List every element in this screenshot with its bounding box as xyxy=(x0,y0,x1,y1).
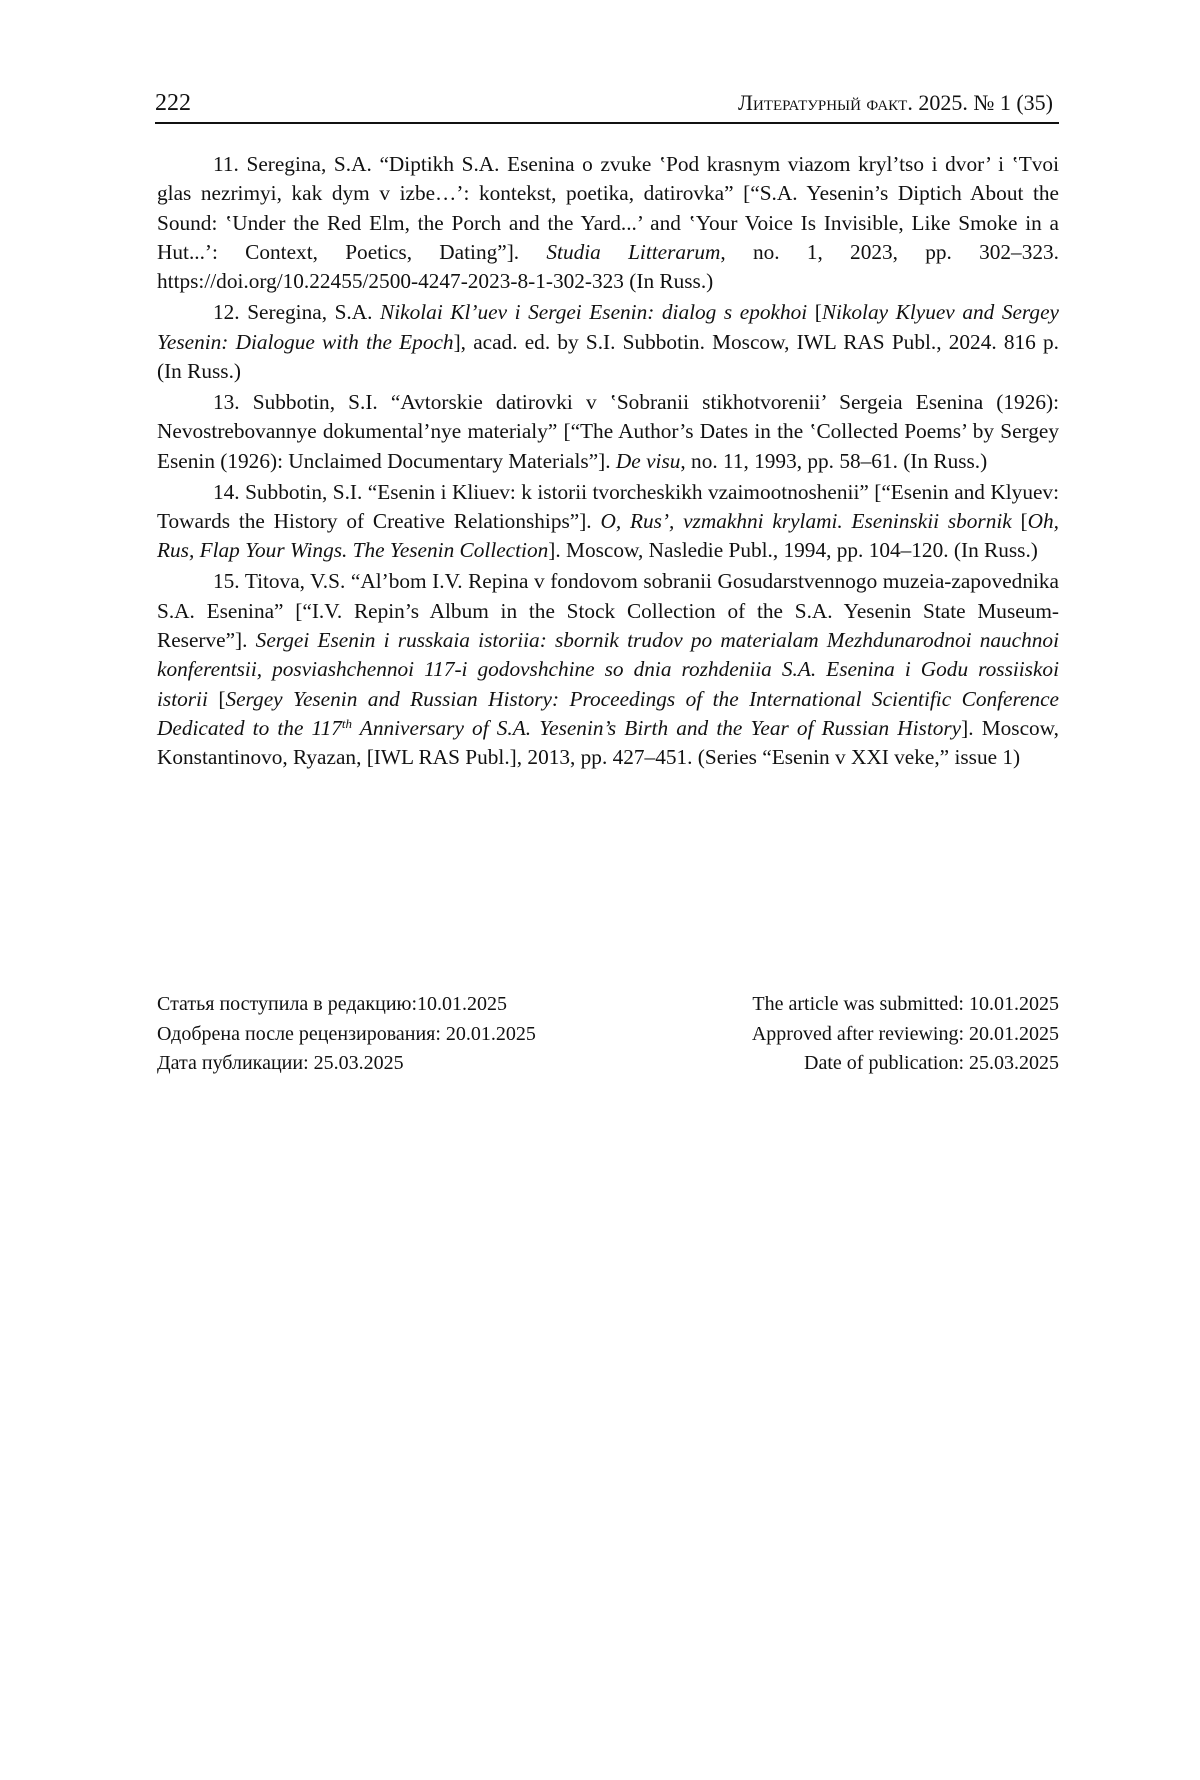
reference-source: Studia Litterarum xyxy=(546,239,721,264)
reference-text: ], acad. ed. by S.I. Subbotin. Moscow, IWL RAS Publ., 2024. 816 p. (In Russ.) xyxy=(157,329,1059,383)
reference-item xyxy=(157,567,1059,772)
reference-text: , no. 1, 2023, pp. 302–323. https://doi.org/10.22455/2500-4247-2023-8-1-302-323 (In Russ.) xyxy=(157,239,1059,294)
reference-text: ]. Moscow, Nasledie Publ., 1994, pp. 104–120. (In Russ.) xyxy=(548,538,1038,563)
reference-text: “Al’bom I.V. Repina v fondovom sobranii Gosudarstvennogo muzeia-zapovednika S.A. Esenina” [“I.V. Repin’s Album in the Stock Collection of the S.A. Yesenin State Museum-Reserve”]. xyxy=(157,569,1059,652)
reference-text: ]. Moscow, Konstantinovo, Ryazan, [IWL RAS Publ.], 2013, pp. 427–451. (Series “Esenin v XXI veke,” issue 1) xyxy=(157,715,1060,770)
page-header xyxy=(155,88,1059,124)
reference-source-translation-part: Sergey Yesenin and Russian History: Proceedings of the International Scientific Conference Dedicated to the 117 xyxy=(157,686,1059,740)
reference-number: 15. xyxy=(213,569,245,594)
dates-english xyxy=(752,990,1059,1079)
reference-item xyxy=(157,388,1059,476)
reference-authors: Subbotin, S.I. xyxy=(245,479,368,504)
journal-issue: . 2025. № 1 (35) xyxy=(907,90,1053,115)
reference-text: “Avtorskie datirovki v ʽSobranii stikhotvorenii’ Sergeia Esenina (1926): Nevostrebovannye dokumental’nye materialy” [“The Author’s Dates in the ʽCollected Poems’ by Sergey Esenin (1926): Unclaimed Documentary Materials”]. xyxy=(157,389,1059,473)
reference-source-translation xyxy=(157,687,1059,740)
reference-source-translation: Oh, Rus, Flap Your Wings. The Yesenin Collection xyxy=(157,508,1059,563)
running-head xyxy=(738,88,1053,118)
reference-number: 14. xyxy=(213,479,246,504)
reference-source: O, Rus’, vzmakhni krylami. Eseninskii sbornik xyxy=(600,508,1012,533)
reference-authors: Seregina, S.A. xyxy=(247,300,381,325)
reference-source-translation-part: Anniversary of S.A. Yesenin’s Birth and the Year of Russian History xyxy=(352,715,962,740)
reference-authors: Seregina, S.A. xyxy=(246,152,380,176)
journal-title: Литературный факт xyxy=(738,90,908,115)
reference-item xyxy=(157,150,1059,296)
reference-text: [ xyxy=(1011,508,1028,533)
reference-number: 11. xyxy=(213,152,247,176)
reference-source: De visu xyxy=(615,448,681,473)
reference-title-translation: Nikolay Klyuev and Sergey Yesenin: Dialogue with the Epoch xyxy=(157,300,1059,354)
submitted-date-en: The article was submitted: 10.01.2025 xyxy=(752,993,1059,1015)
reference-item xyxy=(157,298,1059,386)
publication-date-ru: Дата публикации: 25.03.2025 xyxy=(157,1052,404,1074)
reference-item xyxy=(157,478,1059,566)
references-list xyxy=(157,150,1059,774)
reference-number: 13. xyxy=(213,389,253,414)
reference-source: Sergei Esenin i russkaia istoriia: sbornik trudov po materialam Mezhdunarodnoi nauchnoi konferentsii, posviashchennoi 117-i godovshchine so dnia rozhdeniia S.A. Esenina i Godu rossiiskoi istorii xyxy=(157,627,1059,711)
reference-title: Nikolai Kl’uev i Sergei Esenin: dialog s epokhoi xyxy=(380,300,808,325)
publication-date-en: Date of publication: 25.03.2025 xyxy=(804,1052,1059,1074)
submitted-date-ru: Статья поступила в редакцию:10.01.2025 xyxy=(157,993,508,1015)
reference-authors: Subbotin, S.I. xyxy=(252,389,391,414)
reference-authors: Titova, V.S. xyxy=(244,569,351,594)
reference-text: , no. 11, 1993, pp. 58–61. (In Russ.) xyxy=(680,448,988,473)
approved-date-ru: Одобрена после рецензирования: 20.01.2025 xyxy=(157,1022,536,1045)
page-number: 222 xyxy=(155,90,191,116)
reference-number: 12. xyxy=(213,300,248,325)
reference-text: [ xyxy=(807,300,822,325)
reference-text: [ xyxy=(207,686,226,711)
superscript: th xyxy=(341,715,353,731)
approved-date-en: Approved after reviewing: 20.01.2025 xyxy=(751,1022,1059,1045)
reference-text: “Diptikh S.A. Esenina o zvuke ʽPod krasnym viazom kryl’tso i dvor’ i ʽTvoi glas nezrimyi, kak dym v izbe…’: kontekst, poetika, datirovka” [“S.A. Yesenin’s Diptich About the Sound: ʽUnder the Red Elm, the Porch and the Yard...’ and ʽYour Voice Is Invisible, Like Smoke in a Hut...’: Context, Poetics, Dating”]. xyxy=(157,152,1059,264)
reference-text: “Esenin i Kliuev: k istorii tvorcheskikh vzaimootnoshenii” [“Esenin and Klyuev: Towards the History of Creative Relationships”]. xyxy=(157,479,1059,533)
dates-russian xyxy=(157,990,536,1079)
